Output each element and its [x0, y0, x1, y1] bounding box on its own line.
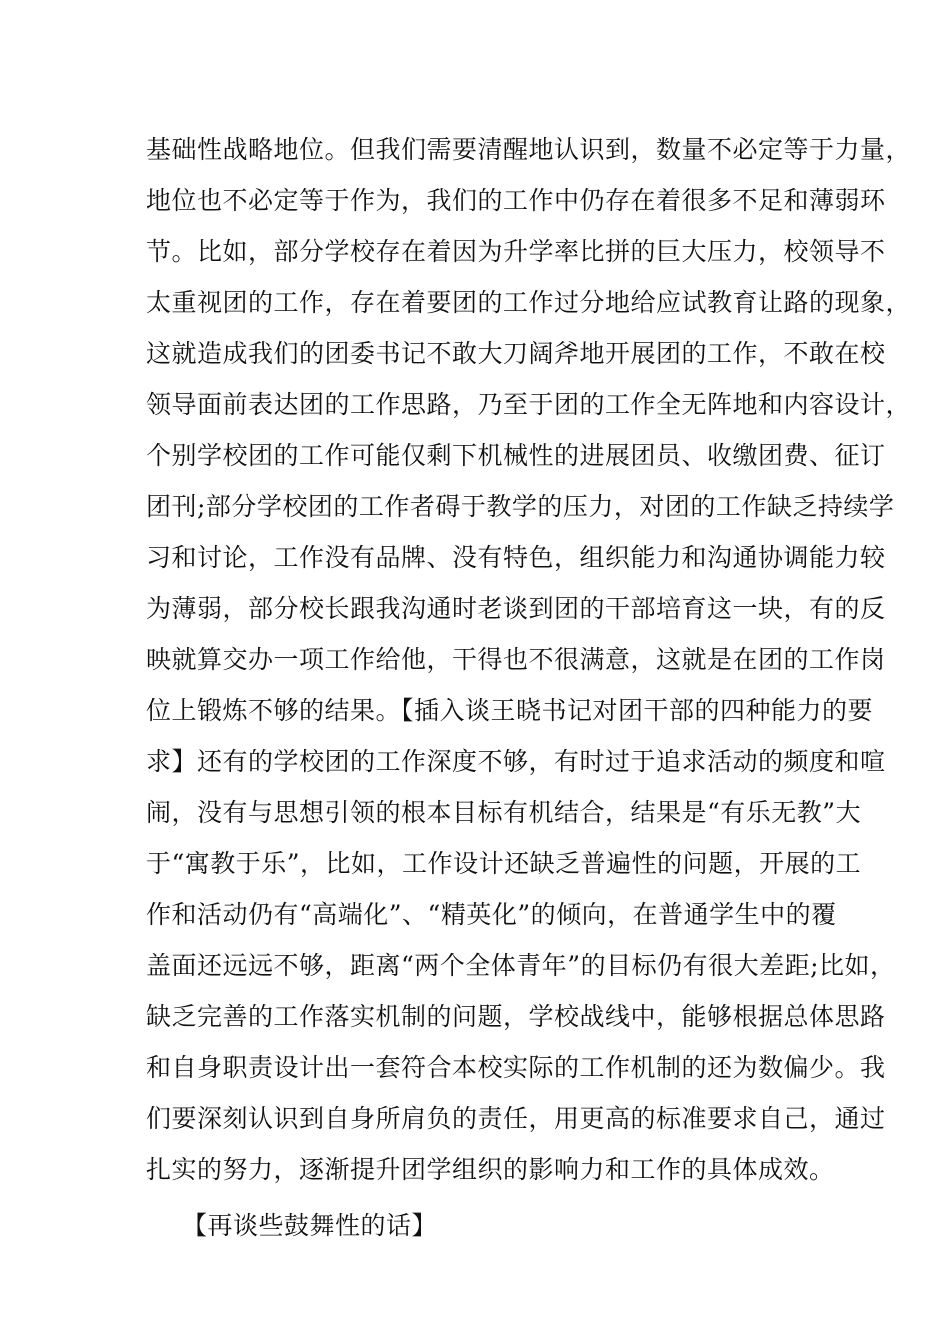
closing-note: 【再谈些鼓舞性的话】: [182, 1211, 438, 1240]
text-line: 扎实的努力，逐渐提升团学组织的影响力和工作的具体成效。: [146, 1155, 835, 1184]
text-line: 位上锻炼不够的结果。【插入谈王晓书记对团干部的四种能力的要: [146, 696, 874, 725]
text-line: 习和讨论，工作没有品牌、没有特色，组织能力和沟通协调能力较: [146, 543, 886, 572]
text-line: 和自身职责设计出一套符合本校实际的工作机制的还为数偏少。我: [146, 1053, 886, 1082]
text-line: 为薄弱，部分校长跟我沟通时老谈到团的干部培育这一块，有的反: [146, 594, 886, 623]
text-line: 们要深刻认识到自身所肩负的责任，用更高的标准要求自己，通过: [146, 1104, 886, 1133]
text-line: 节。比如，部分学校存在着因为升学率比拼的巨大压力，校领导不: [146, 237, 886, 266]
text-line: 缺乏完善的工作落实机制的问题，学校战线中，能够根据总体思路: [146, 1002, 886, 1031]
text-line: 这就造成我们的团委书记不敢大刀阔斧地开展团的工作，不敢在校: [146, 339, 886, 368]
text-line: 作和活动仍有“高端化”、“精英化”的倾向，在普通学生中的覆: [146, 900, 837, 929]
text-line: 个别学校团的工作可能仅剩下机械性的进展团员、收缴团费、征订: [146, 441, 886, 470]
text-line: 于“寓教于乐”，比如，工作设计还缺乏普遍性的问题，开展的工: [146, 849, 862, 878]
text-line: 团刊;部分学校团的工作者碍于教学的压力，对团的工作缺乏持续学: [146, 492, 895, 521]
text-line: 求】还有的学校团的工作深度不够，有时过于追求活动的频度和喧: [146, 747, 886, 776]
text-line: 地位也不必定等于作为，我们的工作中仍存在着很多不足和薄弱环: [146, 186, 886, 215]
text-line: 映就算交办一项工作给他，干得也不很满意，这就是在团的工作岗: [146, 645, 886, 674]
text-line: 基础性战略地位。但我们需要清醒地认识到，数量不必定等于力量，: [146, 135, 912, 164]
text-line: 太重视团的工作，存在着要团的工作过分地给应试教育让路的现象，: [146, 288, 912, 317]
text-line: 领导面前表达团的工作思路，乃至于团的工作全无阵地和内容设计，: [146, 390, 912, 419]
text-line: 闹，没有与思想引领的根本目标有机结合，结果是“有乐无教”大: [146, 798, 862, 827]
text-line: 盖面还远远不够，距离“两个全体青年”的目标仍有很大差距;比如，: [146, 951, 896, 980]
